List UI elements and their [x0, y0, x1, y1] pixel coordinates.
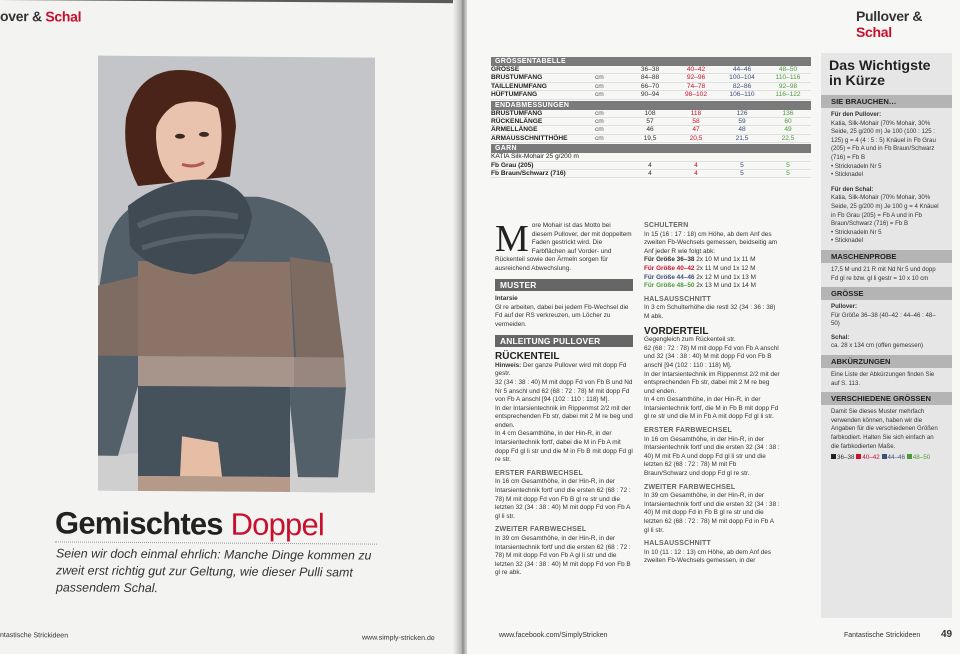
size-table: [491, 56, 811, 178]
row-value: 58: [692, 117, 700, 125]
zweiter-farbwechsel-text: In 39 cm Gesamthöhe, in der Hin-R, in der Intarsientechnik fortf und die ersten 62 (68 : 72 : 78) M mit dopp Fd von Fb A gl li str und die letzten 32 (34 : 38 : 40) M mit dopp Fd von Fb B gl re abk.: [495, 535, 631, 577]
row-label: RÜCKENLÄNGE: [491, 117, 543, 125]
table-row: [491, 153, 811, 161]
row-label: Fb Grau (205): [491, 161, 534, 169]
halsausschnitt-heading-2: HALSAUSSCHNITT: [644, 540, 711, 548]
row-value: 48–50: [778, 66, 798, 73]
section-groesse: GRÖSSE: [821, 287, 952, 300]
table-row: [491, 162, 811, 170]
halsausschnitt-text-2: In 10 (11 : 12 : 13) cm Höhe, ab dem Anf des zweiten Fb-Wechsels gemessen, in der: [644, 548, 772, 565]
vorderteil-step2: 62 (68 : 72 : 78) M mit dopp Fd von Fb A anschl und 32 (34 : 38 : 40) M mit dopp Fd von Fb B anschl [94 (102 : 110 : 118) M].: [644, 344, 779, 369]
vorderteil-step3: In der Intarsientechnik im Rippenmst 2/2 mit der entsprechenden Fb str, dabei mit 2 M re beg und enden.: [644, 370, 780, 395]
row-value: 92–96: [686, 74, 706, 82]
section-sie-brauchen: SIE BRAUCHEN…: [821, 95, 952, 108]
left-page: [0, 0, 459, 654]
row-value: 84–88: [640, 74, 660, 82]
row-unit: cm: [595, 117, 604, 125]
schal-sticknadel: • Sticknadel: [831, 237, 863, 245]
table-row: [491, 74, 811, 82]
intro-paragraph: [495, 218, 633, 274]
row-value: 82–86: [732, 82, 752, 90]
groesse-text: [821, 303, 952, 351]
size-text: 2x 10 M und 1x 11 M: [694, 256, 756, 264]
size-line-4: [644, 282, 780, 291]
row-value: 47: [692, 126, 700, 134]
row-value: 46: [646, 126, 654, 134]
summary-box: [821, 53, 952, 618]
row-value: 4: [648, 169, 652, 177]
zweiter-farbwechsel-text: In 39 cm Gesamthöhe, in der Hin-R, in der Intarsientechnik fortf und die ersten 32 (34 : 38 : 40) M mit dopp Fd in Fb B gl re str und die letzten 62 (68 : 72 : 78) M mit dopp Fd in Fb A gl li str.: [644, 492, 780, 534]
model-photo: [98, 56, 375, 493]
erster-farbwechsel-text: In 16 cm Gesamthöhe, in der Hin-R, in der Intarsientechnik fortf und die ersten 62 (68 : 72 : 78) M mit dopp Fd von Fb B gl re str und die letzten 32 (34 : 38 : 40) M mit dopp Fd von Fb A gl li str.: [495, 478, 631, 520]
row-value: 126: [736, 109, 748, 117]
size-text: 2x 11 M und 1x 12 M: [694, 264, 756, 272]
schultern-heading: SCHULTERN: [644, 222, 689, 229]
right-footer-url[interactable]: www.facebook.com/SimplyStricken: [499, 632, 608, 639]
row-value: 90–94: [640, 91, 660, 99]
legend-label: 44–46: [887, 454, 906, 462]
pullover-heading: Für den Pullover:: [831, 111, 882, 118]
rueckenteil-step2: In der Intarsientechnik im Rippenmst 2/2 mit der entsprechenden Fb str, dabei mit 2 M re beg und enden.: [495, 404, 633, 429]
row-value: 74–78: [686, 82, 706, 90]
hinweis-label: Hinweis:: [495, 361, 522, 369]
row-value: 59: [738, 117, 746, 125]
row-value: 48: [738, 126, 746, 134]
section-abkuerzungen: ABKÜRZUNGEN: [821, 355, 952, 368]
legend-swatch: [907, 454, 912, 459]
right-header: [856, 8, 960, 40]
pullover-yarn: Katia, Silk-Mohair (70% Mohair, 30% Seide, 25 g/200 m) Je 100 (100 : 125 : 125) g = 4 (4 : 5 : 5) Knäuel in Fb Grau (205) = Fb A und in Fb Braun/Schwarz (716) = Fb B: [831, 119, 936, 161]
row-label: HÜFTUMFANG: [491, 91, 538, 99]
row-label: BRUSTUMFANG: [491, 74, 543, 82]
legend-swatch: [831, 454, 836, 459]
vorderteil-step4: In 4 cm Gesamthöhe, in der Hin-R, in der Intarsientechnik fortf, die M in Fb B mit dopp Fd gl re str und die M in Fb A mit dopp Fd gl li str.: [644, 396, 779, 421]
size-text: 2x 12 M und 1x 13 M: [694, 273, 756, 281]
drop-cap: M: [495, 218, 529, 260]
article-subtitle: Seien wir doch einmal ehrlich: Manche Dinge kommen zu zweit erst richtig gut zur Geltung, wie dieser Pulli samt passendem Schal.: [56, 546, 372, 596]
schal-heading: Für den Schal:: [831, 185, 874, 193]
size-label: Für Größe 44–46: [644, 273, 695, 281]
legend-label: 36–38: [837, 454, 855, 462]
title-part1: Gemischtes: [55, 505, 231, 542]
row-value: 118: [690, 109, 702, 117]
row-value: 66–70: [640, 82, 660, 90]
section-verschiedene-groessen: VERSCHIEDENE GRÖSSEN: [821, 392, 952, 405]
summary-title: Das Wichtigste in Kürze: [829, 58, 931, 89]
abkuerzungen-text: Eine Liste der Abkürzungen finden Sie auf S. 113.: [831, 371, 935, 387]
size-line-1: [644, 256, 780, 265]
row-value: 106–110: [729, 91, 755, 99]
color-legend: [821, 454, 952, 463]
section-maschenprobe: MASCHENPROBE: [821, 250, 952, 263]
vorderteil-step1: Gegengleich zum Rückenteil str.: [644, 336, 736, 344]
row-value: 4: [694, 169, 698, 177]
row-value: 20,5: [689, 134, 703, 142]
table-section-rows: [491, 162, 811, 179]
halsausschnitt-heading: HALSAUSSCHNITT: [644, 295, 711, 303]
row-value: 22,5: [781, 134, 795, 142]
schal-needles: • Stricknadeln Nr 5: [831, 228, 882, 236]
row-unit: cm: [595, 126, 604, 134]
size-label: Für Größe 40–42: [644, 264, 695, 272]
rueckenteil-heading: RÜCKENTEIL: [495, 351, 560, 363]
rueckenteil-step3: In 4 cm Gesamthöhe, in der Hin-R, in der Intarsientechnik fortf, dabei die M in Fb A mit dopp Fd gl li str und die M in Fb B mit dopp Fd gl re str.: [495, 430, 633, 464]
groesse-pullover: Für Größe 36–38 (40–42 : 44–46 : 48–50): [831, 311, 936, 328]
title-part2: Doppel: [230, 506, 325, 543]
size-line-2: [644, 265, 780, 274]
table-row: [491, 91, 811, 99]
schal-yarn: Katia, Silk-Mohair (70% Mohair, 30% Seide, 25 g/200 m) Je 100 g = 4 Knäuel in Fb Grau (205) = Fb A und in Fb Braun/Schwarz (716) = Fb B: [831, 194, 939, 228]
row-value: 21,5: [735, 134, 749, 142]
row-value: 5: [740, 169, 744, 177]
row-value: 4: [694, 161, 698, 169]
garn-line: KATIA Silk-Mohair 25 g/200 m: [491, 153, 579, 161]
row-value: 19,5: [643, 134, 657, 142]
header-text: Pullover &: [856, 8, 923, 24]
article-title: [55, 505, 324, 543]
row-value: 116–122: [775, 91, 801, 99]
erster-farbwechsel-text: In 16 cm Gesamthöhe, in der Hin-R, in der Intarsientechnik fortf und die ersten 32 (34 : 38 : 40) M mit Fb A und dopp Fd gl li str und die letzten 62 (68 : 72 : 78) M mit Fb Braun/Schwarz und dopp Fd gl re str.: [644, 435, 780, 478]
row-unit: [595, 66, 627, 73]
muster-heading: MUSTER: [495, 279, 633, 292]
legend-label: 40–42: [862, 454, 880, 462]
row-value: 40–42: [686, 66, 706, 73]
row-unit: cm: [595, 109, 604, 117]
row-value: 57: [646, 117, 654, 125]
legend-swatch: [856, 454, 861, 459]
row-value: 92–98: [778, 82, 798, 90]
hinweis-text: [495, 362, 633, 379]
row-unit: cm: [595, 82, 604, 90]
verschiedene-groessen-text: Damit Sie dieses Muster mehrfach verwenden können, haben wir die Angaben für die verschiedenen Größen farbkodiert. Halten Sie sich einfach an die farbkodierten Maße.: [831, 408, 938, 450]
row-value: 136: [782, 109, 794, 117]
row-value: 110–116: [775, 74, 801, 82]
erster-farbwechsel-heading: ERSTER FARBWECHSEL: [644, 427, 732, 435]
row-unit: [595, 162, 627, 169]
pullover-needles: • Stricknadeln Nr 5: [831, 162, 882, 170]
header-text: over &: [0, 8, 46, 25]
row-value: 36–38: [640, 66, 660, 73]
row-unit: cm: [595, 91, 604, 99]
row-value: 5: [786, 161, 790, 169]
row-label: BRUSTUMFANG: [491, 109, 543, 117]
row-value: 108: [644, 109, 656, 117]
row-value: 44–46: [732, 66, 752, 73]
zweiter-farbwechsel-heading: ZWEITER FARBWECHSEL: [644, 483, 736, 491]
groesse-schal: ca. 28 x 134 cm (offen gemessen): [831, 342, 924, 350]
table-row: [491, 118, 811, 126]
row-label: Fb Braun/Schwarz (716): [491, 169, 566, 177]
row-value: 100–104: [729, 74, 755, 82]
size-line-3: [644, 274, 780, 283]
row-value: 5: [786, 169, 790, 177]
rueckenteil-step1: 32 (34 : 38 : 40) M mit dopp Fd von Fb B und Nd Nr 5 anschl und 62 (68 : 72 : 78) M mit dopp Fd von Fb A anschl [94 (102 : 110 : 118) M].: [495, 378, 633, 404]
row-unit: cm: [595, 134, 604, 142]
page-number: 49: [941, 629, 953, 640]
legend-label: 48–50: [912, 454, 931, 462]
halsausschnitt-text: In 3 cm Schulterhöhe die restl 32 (34 : 36 : 38) M abk.: [644, 304, 776, 320]
table-row: [491, 83, 811, 91]
row-unit: cm: [595, 74, 604, 82]
pullover-materials: [821, 111, 952, 246]
right-page: [467, 0, 960, 654]
table-section-header: GRÖSSENTABELLE: [491, 57, 811, 66]
left-footer-magazine: ntastische Strickideen: [0, 632, 69, 640]
size-label: Für Größe 36–38: [644, 256, 695, 264]
row-label: ÄRMELLÄNGE: [491, 126, 538, 134]
size-label: Für Größe 48–50: [644, 282, 695, 290]
anleitung-heading: ANLEITUNG PULLOVER: [495, 335, 633, 348]
schultern-text: In 15 (16 : 17 : 18) cm Höhe, ab dem Anf des zweiten Fb-Wechsels gemessen, beidseitig am Anf jeder R wie folgt abk:: [644, 230, 778, 255]
legend-swatch: [882, 454, 887, 459]
maschenprobe-text: 17,5 M und 21 R mit Nd Nr 5 und dopp Fd gl re bzw. gl li gestr = 10 x 10 cm: [831, 265, 936, 282]
table-section-header: ENDABMESSUNGEN: [491, 101, 811, 110]
row-unit: [595, 170, 627, 177]
title-divider: [55, 541, 377, 544]
groesse-schal-heading: Schal:: [831, 333, 850, 341]
table-row: [491, 126, 811, 134]
intarsie-heading: Intarsie: [495, 295, 518, 303]
vorderteil-heading: VORDERTEIL: [644, 325, 709, 337]
row-label: ARMAUSSCHNITTHÖHE: [491, 134, 568, 142]
row-label: GRÖSSE: [491, 66, 520, 73]
table-section-rows: [491, 66, 811, 100]
header-accent: Schal: [45, 8, 82, 25]
intarsie-text: Gl re arbeiten, dabei bei jedem Fb-Wechsel die Fd auf der RS verkreuzen, um Löcher zu vermeiden.: [495, 303, 629, 328]
row-value: 4: [648, 161, 652, 169]
table-section-rows: [491, 110, 811, 144]
table-row: [491, 170, 811, 178]
row-label: TAILLENUMFANG: [491, 82, 547, 90]
row-value: 98–102: [684, 91, 707, 99]
column-2: [644, 222, 780, 566]
erster-farbwechsel-heading: ERSTER FARBWECHSEL: [495, 469, 583, 477]
table-row: [491, 110, 811, 118]
table-section-header: GARN: [491, 144, 811, 153]
table-row: [491, 135, 811, 143]
row-value: 60: [784, 117, 792, 125]
header-accent: Schal: [856, 24, 892, 40]
sweater-illustration: [98, 56, 375, 493]
left-footer-url[interactable]: www.simply-stricken.de: [362, 634, 435, 643]
size-text: 2x 13 M und 1x 14 M: [694, 282, 756, 290]
pullover-sticknadel: • Sticknadel: [831, 171, 863, 179]
column-1: [495, 218, 633, 578]
row-value: 49: [784, 126, 792, 134]
intro-text: ore Mohair ist das Motto bei diesem Pullover, der mit doppeltem Faden gestrickt wird. Die Farbflächen auf Vorder- und Rückenteil sowie den Ärmeln sorgen für ausreichend Abwechslung.: [495, 222, 632, 272]
left-header: [0, 8, 81, 25]
hinweis-body: Der ganze Pullover wird mit dopp Fd gestr.: [495, 361, 627, 378]
table-row: [491, 66, 811, 74]
groesse-pullover-heading: Pullover:: [831, 303, 858, 311]
right-footer-magazine: Fantastische Strickideen: [844, 632, 921, 639]
row-value: 5: [740, 161, 744, 169]
zweiter-farbwechsel-heading: ZWEITER FARBWECHSEL: [495, 526, 587, 534]
